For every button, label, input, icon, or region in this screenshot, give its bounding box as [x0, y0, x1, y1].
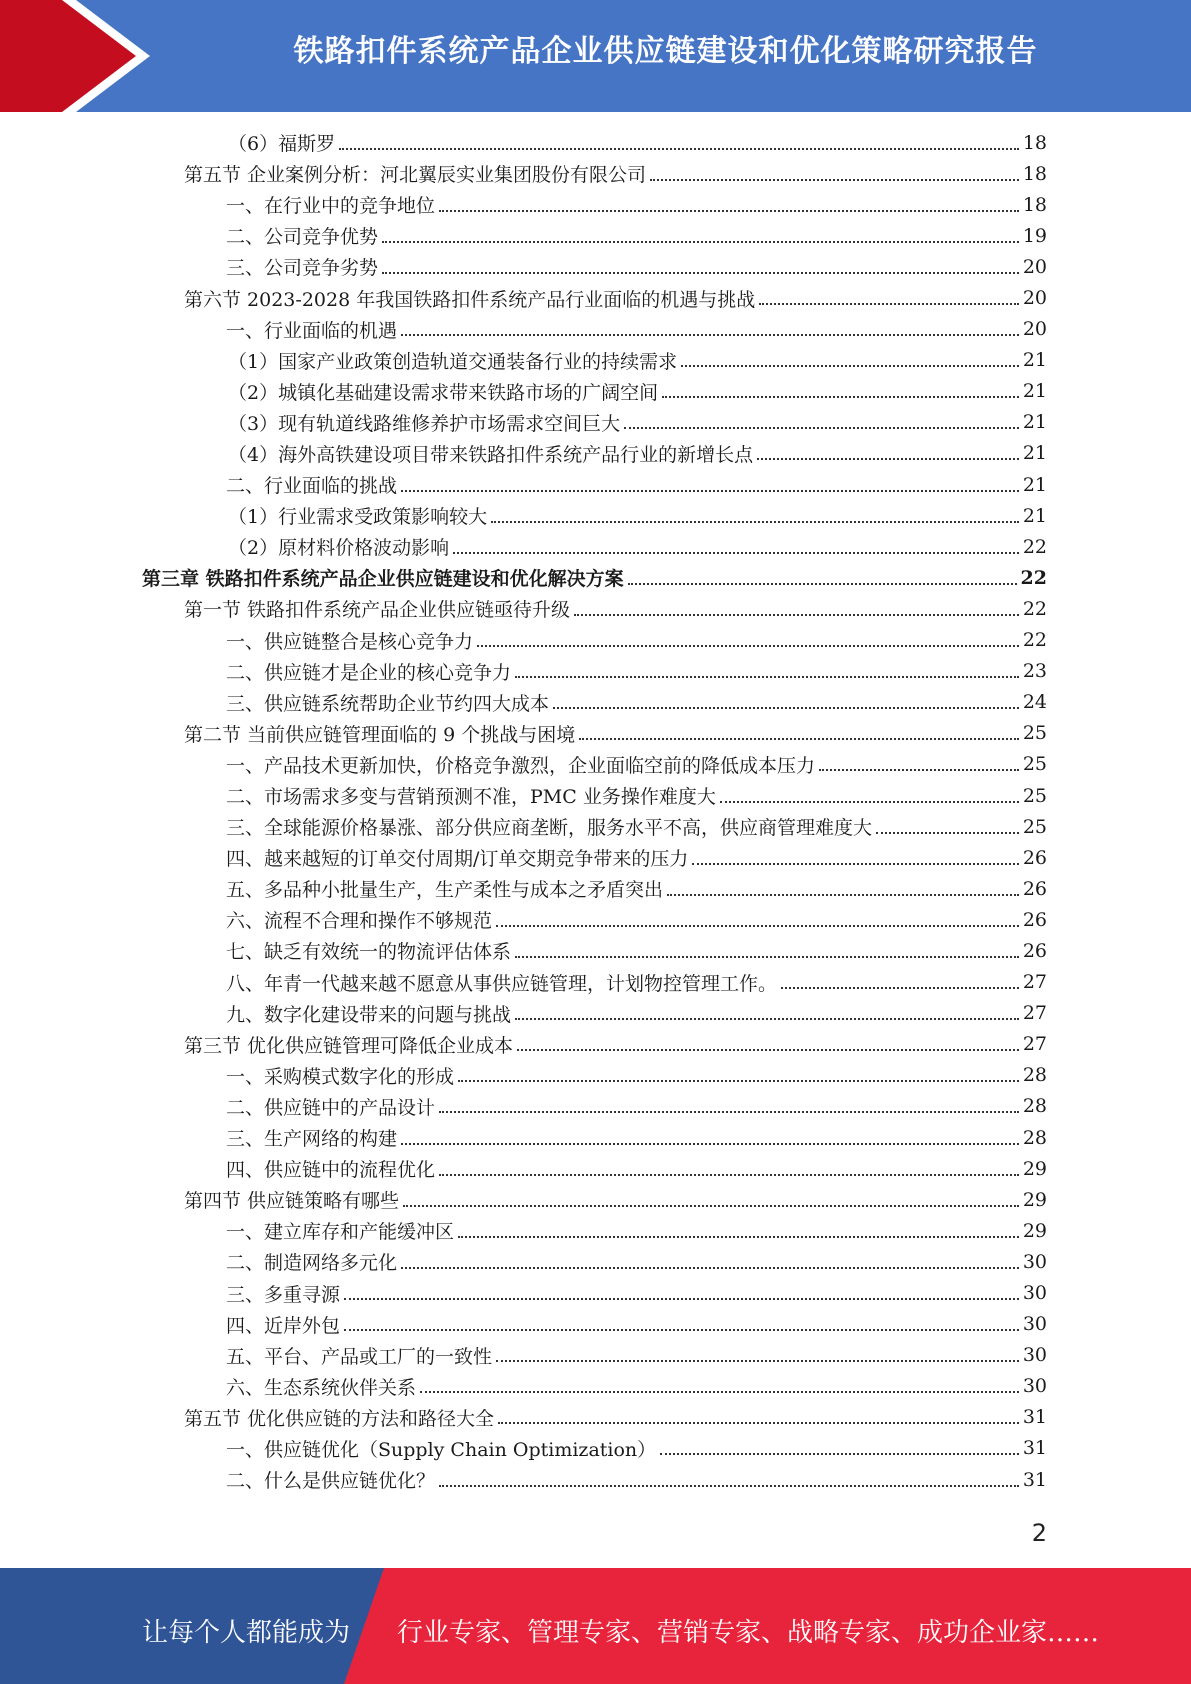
- toc-entry[interactable]: [0, 1433, 1191, 1464]
- footer-slogan-left: 让每个人都能成为: [142, 1618, 351, 1648]
- toc-entry-page: 24: [1022, 691, 1047, 714]
- toc-entry[interactable]: [0, 1184, 1191, 1215]
- document-title: 铁路扣件系统产品企业供应链建设和优化策略研究报告: [293, 34, 1038, 69]
- toc-entry[interactable]: [0, 1464, 1191, 1495]
- toc-entry-label: 二、制造网络多元化: [226, 1252, 398, 1275]
- toc-entry[interactable]: [0, 780, 1191, 811]
- toc-entry[interactable]: [0, 1340, 1191, 1371]
- toc-entry-label: 一、建立库存和产能缓冲区: [226, 1221, 455, 1244]
- toc-dot-leader: [515, 676, 1019, 678]
- toc-entry-page: 21: [1022, 349, 1047, 372]
- toc-entry[interactable]: [0, 904, 1191, 935]
- toc-entry-page: 22: [1022, 597, 1047, 620]
- toc-dot-leader: [720, 801, 1019, 803]
- toc-dot-leader: [344, 1329, 1019, 1331]
- toc-entry-page: 22: [1022, 629, 1047, 652]
- toc-entry[interactable]: [0, 127, 1191, 158]
- toc-entry[interactable]: [0, 469, 1191, 500]
- toc-entry-label: 第五节 企业案例分析：河北翼辰实业集团股份有限公司: [184, 164, 647, 187]
- toc-entry-page: 20: [1022, 318, 1047, 341]
- toc-entry[interactable]: [0, 1309, 1191, 1340]
- toc-entry[interactable]: [0, 625, 1191, 656]
- toc-entry-page: 26: [1022, 908, 1047, 931]
- toc-dot-leader: [650, 179, 1019, 181]
- toc-entry-page: 30: [1022, 1282, 1047, 1305]
- toc-entry-label: 三、生产网络的构建: [226, 1128, 398, 1151]
- toc-entry-page: 18: [1022, 193, 1047, 216]
- toc-entry-page: 27: [1022, 971, 1047, 994]
- toc-dot-leader: [339, 148, 1019, 150]
- toc-entry-page: 20: [1022, 287, 1047, 310]
- toc-entry[interactable]: [0, 1277, 1191, 1308]
- toc-entry[interactable]: [0, 500, 1191, 531]
- toc-dot-leader: [876, 832, 1019, 834]
- toc-dot-leader: [477, 645, 1019, 647]
- toc-entry-page: 25: [1022, 753, 1047, 776]
- toc-dot-leader: [667, 894, 1019, 896]
- toc-entry[interactable]: [0, 1060, 1191, 1091]
- toc-entry-page: 27: [1022, 1002, 1047, 1025]
- toc-entry[interactable]: [0, 438, 1191, 469]
- toc-entry-label: 六、生态系统伙伴关系: [226, 1376, 417, 1399]
- toc-dot-leader: [759, 303, 1019, 305]
- toc-entry-page: 31: [1022, 1406, 1047, 1429]
- toc-entry-label: 四、供应链中的流程优化: [226, 1159, 436, 1182]
- toc-entry-page: 31: [1022, 1437, 1047, 1460]
- toc-entry[interactable]: [0, 656, 1191, 687]
- toc-dot-leader: [420, 1391, 1019, 1393]
- toc-dot-leader: [344, 1298, 1019, 1300]
- toc-entry-label: 五、多品种小批量生产，生产柔性与成本之矛盾突出: [226, 879, 664, 902]
- toc-entry-page: 29: [1022, 1219, 1047, 1242]
- toc-entry[interactable]: [0, 749, 1191, 780]
- toc-entry[interactable]: [0, 407, 1191, 438]
- toc-entry-label: 一、供应链整合是核心竞争力: [226, 630, 474, 653]
- toc-entry[interactable]: [0, 220, 1191, 251]
- toc-entry-label: 第五节 优化供应链的方法和路径大全: [184, 1407, 495, 1430]
- toc-dot-leader: [553, 707, 1019, 709]
- toc-entry-page: 28: [1022, 1095, 1047, 1118]
- toc-dot-leader: [439, 210, 1019, 212]
- toc-entry-page: 26: [1022, 939, 1047, 962]
- toc-entry[interactable]: [0, 811, 1191, 842]
- toc-entry[interactable]: [0, 251, 1191, 282]
- toc-dot-leader: [382, 241, 1019, 243]
- toc-entry[interactable]: [0, 1246, 1191, 1277]
- toc-dot-leader: [401, 1267, 1019, 1269]
- toc-entry-page: 18: [1022, 131, 1047, 154]
- toc-entry[interactable]: [0, 562, 1191, 593]
- toc-entry-label: 四、近岸外包: [226, 1314, 341, 1337]
- page-footer: [0, 1568, 1191, 1684]
- toc-entry-label: 一、在行业中的竞争地位: [226, 195, 436, 218]
- toc-entry[interactable]: [0, 998, 1191, 1029]
- toc-dot-leader: [819, 769, 1019, 771]
- toc-entry-label: 第三章 铁路扣件系统产品企业供应链建设和优化解决方案: [142, 568, 624, 591]
- toc-entry[interactable]: [0, 1402, 1191, 1433]
- toc-dot-leader: [403, 1205, 1019, 1207]
- toc-entry-page: 22: [1022, 535, 1047, 558]
- toc-entry-page: 21: [1022, 442, 1047, 465]
- toc-entry-label: 一、采购模式数字化的形成: [226, 1065, 455, 1088]
- toc-dot-leader: [458, 1080, 1019, 1082]
- toc-entry-page: 21: [1022, 380, 1047, 403]
- toc-entry-label: 二、什么是供应链优化？: [226, 1470, 436, 1493]
- toc-entry-page: 26: [1022, 877, 1047, 900]
- toc-entry-page: 19: [1022, 224, 1047, 247]
- toc-entry-page: 27: [1022, 1033, 1047, 1056]
- toc-entry-page: 29: [1022, 1157, 1047, 1180]
- toc-entry-label: 一、行业面临的机遇: [226, 319, 398, 342]
- toc-entry-label: 二、公司竞争优势: [226, 226, 379, 249]
- toc-entry-label: （1）国家产业政策创造轨道交通装备行业的持续需求: [228, 350, 678, 373]
- toc-dot-leader: [660, 1453, 1019, 1455]
- toc-entry-page: 26: [1022, 846, 1047, 869]
- toc-entry-label: 二、行业面临的挑战: [226, 475, 398, 498]
- toc-entry-label: 第二节 当前供应链管理面临的 9 个挑战与困境: [184, 723, 576, 746]
- toc-dot-leader: [757, 458, 1019, 460]
- toc-entry-label: 三、多重寻源: [226, 1283, 341, 1306]
- toc-entry-label: 二、供应链才是企业的核心竞争力: [226, 661, 512, 684]
- toc-dot-leader: [515, 1018, 1019, 1020]
- toc-entry-label: （6）福斯罗: [228, 133, 336, 156]
- toc-entry-label: （3）现有轨道线路维修养护市场需求空间巨大: [228, 412, 621, 435]
- toc-dot-leader: [439, 1174, 1019, 1176]
- toc-entry-label: 第四节 供应链策略有哪些: [184, 1190, 400, 1213]
- toc-dot-leader: [498, 1422, 1019, 1424]
- toc-dot-leader: [579, 738, 1019, 740]
- toc-dot-leader: [439, 1485, 1019, 1487]
- toc-entry-page: 30: [1022, 1344, 1047, 1367]
- toc-entry[interactable]: [0, 1029, 1191, 1060]
- toc-entry-page: 30: [1022, 1250, 1047, 1273]
- toc-entry-page: 18: [1022, 162, 1047, 185]
- toc-entry[interactable]: [0, 842, 1191, 873]
- toc-entry[interactable]: [0, 967, 1191, 998]
- table-of-contents: [0, 127, 1191, 1495]
- toc-dot-leader: [628, 583, 1017, 585]
- toc-dot-leader: [401, 334, 1019, 336]
- page-header: [0, 0, 1191, 112]
- toc-entry-label: 一、供应链优化（Supply Chain Optimization）: [226, 1438, 657, 1461]
- toc-entry-label: 九、数字化建设带来的问题与挑战: [226, 1003, 512, 1026]
- toc-entry-page: 20: [1022, 255, 1047, 278]
- toc-entry[interactable]: [0, 189, 1191, 220]
- toc-dot-leader: [382, 272, 1019, 274]
- toc-entry-label: 四、越来越短的订单交付周期/订单交期竞争带来的压力: [226, 848, 689, 871]
- toc-dot-leader: [681, 365, 1019, 367]
- toc-entry-label: 一、产品技术更新加快，价格竞争激烈，企业面临空前的降低成本压力: [226, 754, 816, 777]
- toc-entry-label: 七、缺乏有效统一的物流评估体系: [226, 941, 512, 964]
- toc-dot-leader: [662, 396, 1019, 398]
- page-number: 2: [1031, 1519, 1047, 1547]
- toc-entry[interactable]: [0, 158, 1191, 189]
- toc-entry-label: （2）原材料价格波动影响: [228, 537, 450, 560]
- header-chevron-icon: [0, 0, 160, 112]
- toc-entry-page: 28: [1022, 1064, 1047, 1087]
- toc-entry-label: 五、平台、产品或工厂的一致性: [226, 1345, 493, 1368]
- toc-entry-page: 30: [1022, 1313, 1047, 1336]
- footer-slogan-right: 行业专家、管理专家、营销专家、战略专家、成功企业家……: [397, 1618, 1100, 1648]
- toc-entry-label: （2）城镇化基础建设需求带来铁路市场的广阔空间: [228, 381, 659, 404]
- toc-entry-label: 三、公司竞争劣势: [226, 257, 379, 280]
- toc-dot-leader: [458, 1236, 1019, 1238]
- toc-entry-label: 八、年青一代越来越不愿意从事供应链管理，计划物控管理工作。: [226, 972, 778, 995]
- toc-entry-page: 22: [1020, 566, 1047, 589]
- toc-entry[interactable]: [0, 1091, 1191, 1122]
- toc-entry[interactable]: [0, 314, 1191, 345]
- toc-dot-leader: [496, 925, 1019, 927]
- toc-dot-leader: [692, 863, 1018, 865]
- toc-entry-page: 23: [1022, 660, 1047, 683]
- toc-dot-leader: [515, 956, 1019, 958]
- toc-entry[interactable]: [0, 1215, 1191, 1246]
- toc-dot-leader: [453, 552, 1019, 554]
- toc-dot-leader: [439, 1111, 1019, 1113]
- toc-entry[interactable]: [0, 345, 1191, 376]
- toc-entry-page: 25: [1022, 784, 1047, 807]
- toc-entry[interactable]: [0, 593, 1191, 624]
- toc-entry[interactable]: [0, 1371, 1191, 1402]
- toc-entry-label: （1）行业需求受政策影响较大: [228, 506, 488, 529]
- toc-dot-leader: [491, 521, 1019, 523]
- toc-dot-leader: [624, 427, 1019, 429]
- toc-entry[interactable]: [0, 1153, 1191, 1184]
- toc-entry-label: 第一节 铁路扣件系统产品企业供应链亟待升级: [184, 599, 571, 622]
- toc-entry-page: 21: [1022, 411, 1047, 434]
- toc-entry[interactable]: [0, 1122, 1191, 1153]
- toc-entry[interactable]: [0, 935, 1191, 966]
- toc-entry-label: 第六节 2023-2028 年我国铁路扣件系统产品行业面临的机遇与挑战: [184, 288, 756, 311]
- toc-dot-leader: [517, 1049, 1019, 1051]
- toc-entry-page: 28: [1022, 1126, 1047, 1149]
- toc-dot-leader: [496, 1360, 1019, 1362]
- toc-entry-page: 25: [1022, 815, 1047, 838]
- toc-entry[interactable]: [0, 376, 1191, 407]
- toc-entry-page: 25: [1022, 722, 1047, 745]
- toc-dot-leader: [574, 614, 1019, 616]
- toc-entry-page: 21: [1022, 473, 1047, 496]
- toc-entry-label: 六、流程不合理和操作不够规范: [226, 910, 493, 933]
- toc-entry-label: 二、供应链中的产品设计: [226, 1096, 436, 1119]
- toc-entry[interactable]: [0, 687, 1191, 718]
- toc-entry-label: 二、市场需求多变与营销预测不准，PMC 业务操作难度大: [226, 786, 716, 809]
- toc-entry[interactable]: [0, 531, 1191, 562]
- toc-entry-label: 第三节 优化供应链管理可降低企业成本: [184, 1034, 514, 1057]
- toc-entry-label: 三、供应链系统帮助企业节约四大成本: [226, 692, 550, 715]
- toc-entry-page: 21: [1022, 504, 1047, 527]
- toc-dot-leader: [401, 490, 1019, 492]
- toc-entry-page: 31: [1022, 1468, 1047, 1491]
- toc-entry[interactable]: [0, 282, 1191, 313]
- toc-entry-label: 三、全球能源价格暴涨、部分供应商垄断，服务水平不高，供应商管理难度大: [226, 817, 873, 840]
- toc-entry[interactable]: [0, 873, 1191, 904]
- toc-entry-page: 29: [1022, 1188, 1047, 1211]
- toc-entry-page: 30: [1022, 1375, 1047, 1398]
- toc-dot-leader: [401, 1143, 1019, 1145]
- toc-dot-leader: [781, 987, 1019, 989]
- toc-entry[interactable]: [0, 718, 1191, 749]
- toc-entry-label: （4）海外高铁建设项目带来铁路扣件系统产品行业的新增长点: [228, 443, 754, 466]
